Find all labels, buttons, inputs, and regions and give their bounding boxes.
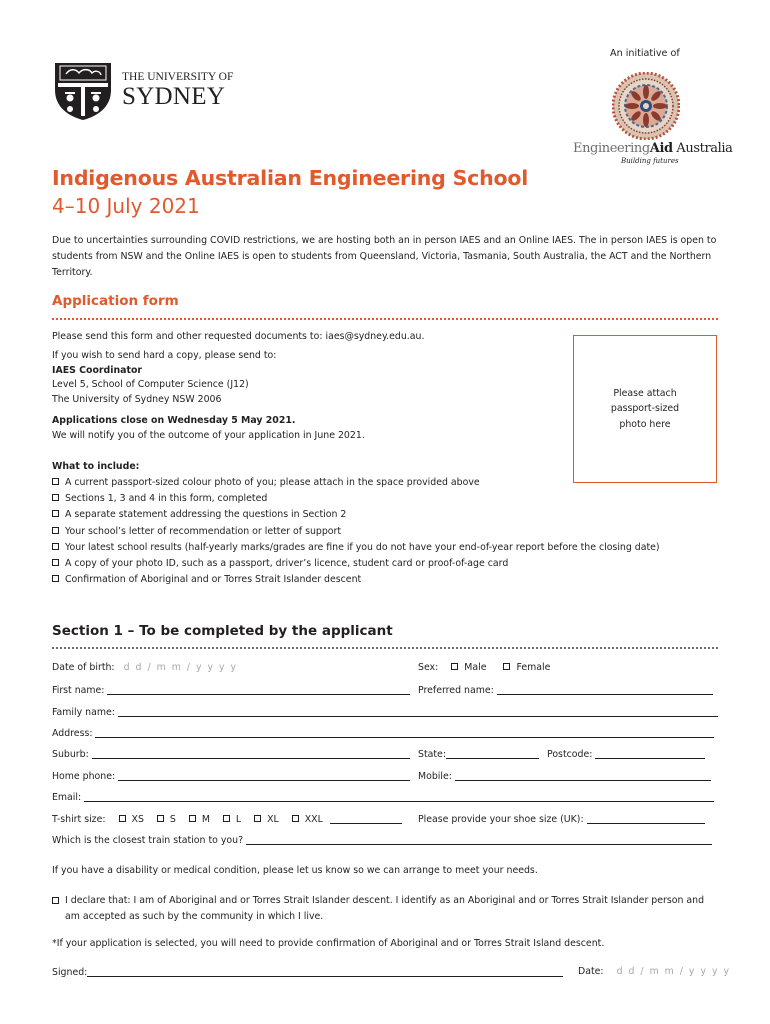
list-item-label: Confirmation of Aboriginal and or Torres Strait Islander descent (65, 574, 362, 586)
suburb-input[interactable] (92, 748, 410, 759)
notify-date: We will notify you of the outcome of your application in June 2021. (52, 430, 365, 441)
list-item-label: Your school’s letter of recommendation or letter of support (65, 525, 342, 537)
list-item-label: A current passport-sized colour photo of you; please attach in the space provided above (65, 477, 480, 488)
eaa-name-part-2: Aid (649, 141, 673, 156)
photo-box-label: Please attach passport-sized photo here (610, 387, 680, 430)
shoe-size-input[interactable] (587, 813, 705, 824)
address-field (52, 727, 714, 739)
tshirt-l-checkbox[interactable] (223, 815, 230, 822)
postcode-input[interactable] (595, 748, 705, 759)
coordinator-name: IAES Coordinator (52, 365, 143, 376)
tshirt-l-label: L (235, 814, 242, 825)
train-station-field (52, 834, 712, 846)
tshirt-m-checkbox[interactable] (189, 815, 196, 822)
tshirt-s-checkbox[interactable] (157, 815, 164, 822)
list-item-label: Your latest school results (half-yearly marks/grades are fine if you do not have your end-of-year report before the closing date) (65, 541, 660, 553)
home-phone-field (52, 770, 410, 782)
eaa-name-part-3: Australia (672, 141, 733, 156)
family-name-input[interactable] (118, 706, 718, 717)
address-line-2: The University of Sydney NSW 2006 (52, 394, 222, 405)
state-label: State: (418, 749, 446, 760)
mobile-label: Mobile: (418, 771, 452, 782)
tshirt-xl-checkbox[interactable] (254, 815, 261, 822)
list-item-label: A separate statement addressing the questions in Section 2 (65, 509, 347, 521)
svg-text:SYDNEY: SYDNEY (122, 83, 226, 110)
include-list (52, 475, 660, 588)
sex-label: Sex: (418, 662, 439, 673)
address-label: Address: (52, 728, 93, 739)
home-phone-label: Home phone: (52, 771, 116, 782)
address-input[interactable] (95, 727, 714, 738)
list-item (52, 524, 660, 540)
signature-field (52, 966, 563, 978)
close-date: Applications close on Wednesday 5 May 2021. (52, 415, 296, 426)
checkbox[interactable] (52, 575, 59, 582)
list-item-label: A copy of your photo ID, such as a passport, driver’s licence, student card or proof-of-age card (65, 558, 509, 570)
engineering-aid-emblem-icon (612, 72, 680, 140)
declaration-text: I declare that: I am of Aboriginal and or Torres Strait Islander descent. I identify as an Aboriginal and or Torres Strait Islander person and am accepted as such by the community in which I live. (65, 895, 705, 923)
university-of-sydney-logo (52, 60, 242, 122)
postcode-field (547, 748, 705, 760)
sex-row (418, 662, 550, 673)
university-wordmark (122, 70, 244, 110)
send-instructions: Please send this form and other requested documents to: iaes@sydney.edu.au. (52, 331, 425, 342)
date-input[interactable]: d d / m m / y y y y (616, 966, 731, 977)
tshirt-other-input[interactable] (330, 813, 402, 824)
university-crest-icon (52, 60, 114, 122)
tshirt-size-row (52, 813, 402, 825)
checkbox[interactable] (52, 510, 59, 517)
application-form-heading: Application form (52, 293, 179, 309)
declaration-checkbox[interactable] (52, 897, 59, 904)
section-1-heading: Section 1 – To be completed by the applicant (52, 623, 393, 639)
postcode-label: Postcode: (547, 749, 593, 760)
section-divider (52, 647, 718, 649)
intro-paragraph: Due to uncertainties surrounding COVID restrictions, we are hosting both an in person IAES and an Online IAES. The in person IAES is open to students from NSW and the Online IAES is open to students from Queensland, Victoria, Tasmania, South Australia, the ACT and the Northern Territory. (52, 235, 717, 278)
list-item-label: Sections 1, 3 and 4 in this form, completed (65, 493, 268, 505)
male-label: Male (464, 662, 487, 673)
list-item (52, 475, 660, 491)
train-station-label: Which is the closest train station to you? (52, 835, 244, 846)
eaa-name-part-1: Engineering (573, 141, 650, 156)
tshirt-s-label: S (169, 814, 176, 825)
shoe-size-field (418, 813, 705, 825)
checkbox[interactable] (52, 478, 59, 485)
female-label: Female (516, 662, 551, 673)
suburb-field (52, 748, 410, 760)
state-field (418, 748, 539, 760)
list-item (52, 556, 660, 572)
list-item (52, 540, 660, 556)
date-field (578, 966, 731, 977)
first-name-field (52, 684, 410, 696)
family-name-label: Family name: (52, 707, 115, 718)
page-title: Indigenous Australian Engineering School (52, 166, 529, 190)
engineering-aid-australia-logo (573, 141, 733, 156)
address-line-1: Level 5, School of Computer Science (J12) (52, 379, 249, 390)
mobile-field (418, 770, 711, 782)
tshirt-m-label: M (201, 814, 210, 825)
date-label: Date: (578, 966, 604, 977)
shoe-size-label: Please provide your shoe size (UK): (418, 814, 584, 825)
school-dates: 4–10 July 2021 (52, 194, 200, 218)
home-phone-input[interactable] (118, 770, 410, 781)
first-name-label: First name: (52, 685, 105, 696)
preferred-name-label: Preferred name: (418, 685, 494, 696)
male-checkbox[interactable] (451, 663, 458, 670)
tshirt-xl-label: XL (267, 814, 279, 825)
family-name-field (52, 706, 718, 718)
tshirt-xxl-label: XXL (304, 814, 323, 825)
signature-input[interactable] (87, 966, 563, 977)
checkbox[interactable] (52, 543, 59, 550)
mobile-input[interactable] (455, 770, 711, 781)
tshirt-label: T-shirt size: (52, 814, 106, 825)
list-item (52, 507, 660, 523)
checkbox[interactable] (52, 494, 59, 501)
svg-text:THE UNIVERSITY OF: THE UNIVERSITY OF (122, 71, 234, 83)
checkbox[interactable] (52, 559, 59, 566)
section-divider (52, 318, 718, 320)
declaration (52, 893, 720, 925)
dob-label: Date of birth: (52, 662, 115, 673)
eaa-tagline: Building futures (621, 157, 679, 165)
initiative-label: An initiative of (610, 48, 680, 59)
dob-input[interactable]: d d / m m / y y y y (123, 662, 238, 673)
email-label: Email: (52, 792, 82, 803)
train-station-input[interactable] (246, 834, 712, 845)
tshirt-xs-checkbox[interactable] (119, 815, 126, 822)
disability-note: If you have a disability or medical condition, please let us know so we can arrange to meet your needs. (52, 865, 538, 876)
dob-row (52, 662, 238, 673)
list-item (52, 491, 660, 507)
signed-label: Signed: (52, 967, 88, 978)
include-heading: What to include: (52, 461, 140, 472)
state-input[interactable] (446, 748, 539, 759)
confirmation-note: *If your application is selected, you will need to provide confirmation of Aboriginal and or Torres Strait Island descent. (52, 938, 605, 949)
tshirt-xs-label: XS (131, 814, 144, 825)
female-checkbox[interactable] (503, 663, 510, 670)
suburb-label: Suburb: (52, 749, 89, 760)
tshirt-xxl-checkbox[interactable] (292, 815, 299, 822)
checkbox[interactable] (52, 527, 59, 534)
email-input[interactable] (84, 791, 714, 802)
preferred-name-input[interactable] (497, 684, 713, 695)
list-item (52, 572, 660, 588)
first-name-input[interactable] (107, 684, 410, 695)
photo-attach-box[interactable] (573, 335, 717, 483)
preferred-name-field (418, 684, 713, 696)
email-field (52, 791, 714, 803)
hard-copy-instructions: If you wish to send hard a copy, please send to: (52, 350, 277, 361)
